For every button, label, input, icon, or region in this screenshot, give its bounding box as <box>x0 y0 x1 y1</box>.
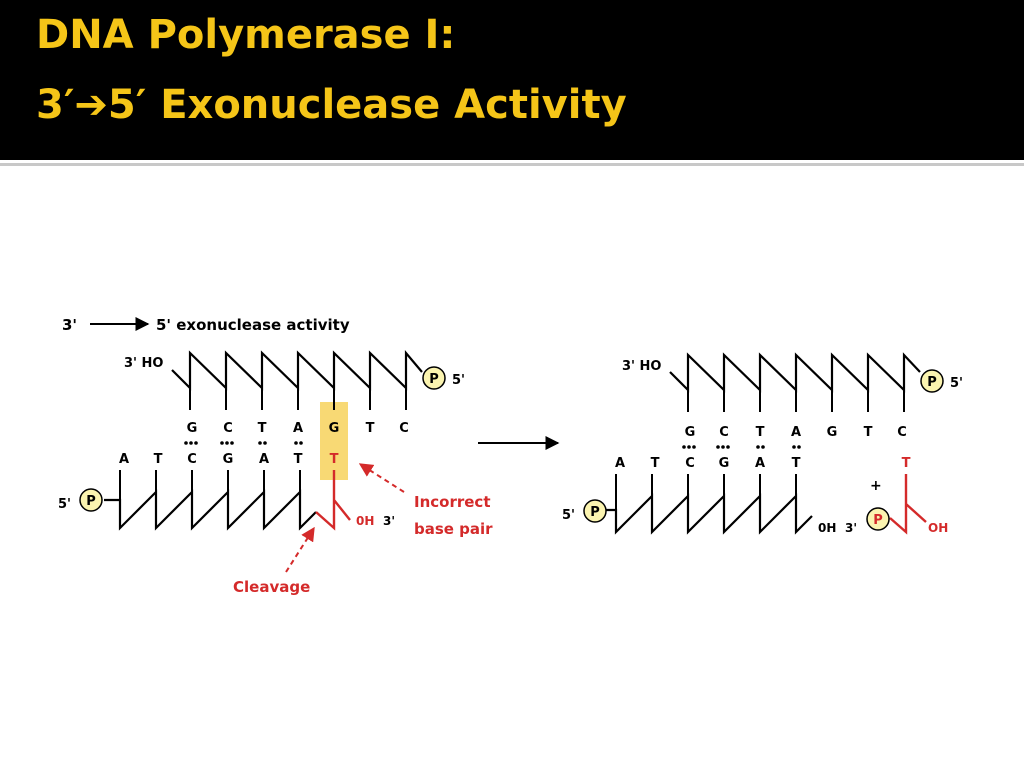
diagram-heading <box>62 316 350 334</box>
left-top-end-label: 3' HO <box>124 356 164 371</box>
right-bottom-base-6: T <box>791 456 801 471</box>
right-3prime-label: 3' <box>845 521 858 535</box>
released-nucleotide-backbone <box>890 474 926 532</box>
right-bottom-base-5: A <box>754 456 766 471</box>
right-bottom-base-1: A <box>614 456 626 471</box>
left-bottom-5prime: 5' <box>58 497 72 512</box>
right-top-base-5: G <box>826 425 838 440</box>
left-top-base-1: G <box>186 421 198 436</box>
right-bottom-base-4: G <box>718 456 730 471</box>
left-top-base-4: A <box>292 421 304 436</box>
right-panel <box>562 355 963 535</box>
left-bottom-base-6: T <box>293 452 303 467</box>
right-top-base-6: T <box>863 425 873 440</box>
left-panel <box>58 353 493 596</box>
right-bottom-strand-backbone <box>604 496 812 532</box>
plus-sign: + <box>870 478 882 494</box>
right-hydrogen-bonds <box>682 445 801 449</box>
cleavage-callout-arrow <box>286 528 314 572</box>
left-mismatched-base: T <box>329 452 339 467</box>
left-top-base-5: G <box>328 421 340 436</box>
right-top-base-7: C <box>897 425 907 440</box>
right-top-5prime: 5' <box>950 376 964 391</box>
right-top-phosphate-label: P <box>927 375 937 390</box>
slide-title-line-2: 3′➔5′ Exonuclease Activity <box>36 82 627 128</box>
left-bottom-base-2: T <box>153 452 163 467</box>
heading-3prime: 3' <box>62 316 78 334</box>
right-oh-label: 0H <box>818 521 837 535</box>
released-oh-label: OH <box>928 521 949 535</box>
left-top-base-3: T <box>257 421 267 436</box>
left-bottom-strand-backbone <box>104 492 316 528</box>
left-bottom-base-1: A <box>118 452 130 467</box>
right-top-base-1: G <box>684 425 696 440</box>
left-top-phosphate-label: P <box>429 372 439 387</box>
slide-title-line-1: DNA Polymerase I: <box>36 12 456 58</box>
left-bottom-base-5: A <box>258 452 270 467</box>
incorrect-label-line-1: Incorrect <box>414 493 491 511</box>
left-oh-label: 0H <box>356 514 375 528</box>
left-top-base-7: C <box>399 421 409 436</box>
mismatch-highlight <box>320 402 348 480</box>
released-base: T <box>901 456 911 471</box>
right-top-strand-backbone <box>670 355 920 390</box>
left-hydrogen-bonds <box>184 441 303 445</box>
right-bottom-base-3: C <box>685 456 695 471</box>
right-bottom-phosphate-label: P <box>590 505 600 520</box>
left-top-base-6: T <box>365 421 375 436</box>
left-top-base-2: C <box>223 421 233 436</box>
left-top-strand-backbone <box>172 353 422 388</box>
left-bottom-base-3: C <box>187 452 197 467</box>
left-bottom-base-4: G <box>222 452 234 467</box>
right-top-base-3: T <box>755 425 765 440</box>
incorrect-callout-arrow <box>360 464 404 492</box>
released-phosphate-label: P <box>873 513 883 528</box>
right-top-end-label: 3' HO <box>622 359 662 374</box>
right-bottom-base-2: T <box>650 456 660 471</box>
right-bottom-5prime: 5' <box>562 508 576 523</box>
left-top-5prime: 5' <box>452 373 466 388</box>
left-bottom-phosphate-label: P <box>86 494 96 509</box>
cleavage-label: Cleavage <box>233 578 311 596</box>
heading-text: 5' exonuclease activity <box>156 316 350 334</box>
incorrect-label-line-2: base pair <box>414 520 493 538</box>
right-top-base-2: C <box>719 425 729 440</box>
left-3prime-label: 3' <box>383 514 396 528</box>
right-top-base-4: A <box>790 425 802 440</box>
